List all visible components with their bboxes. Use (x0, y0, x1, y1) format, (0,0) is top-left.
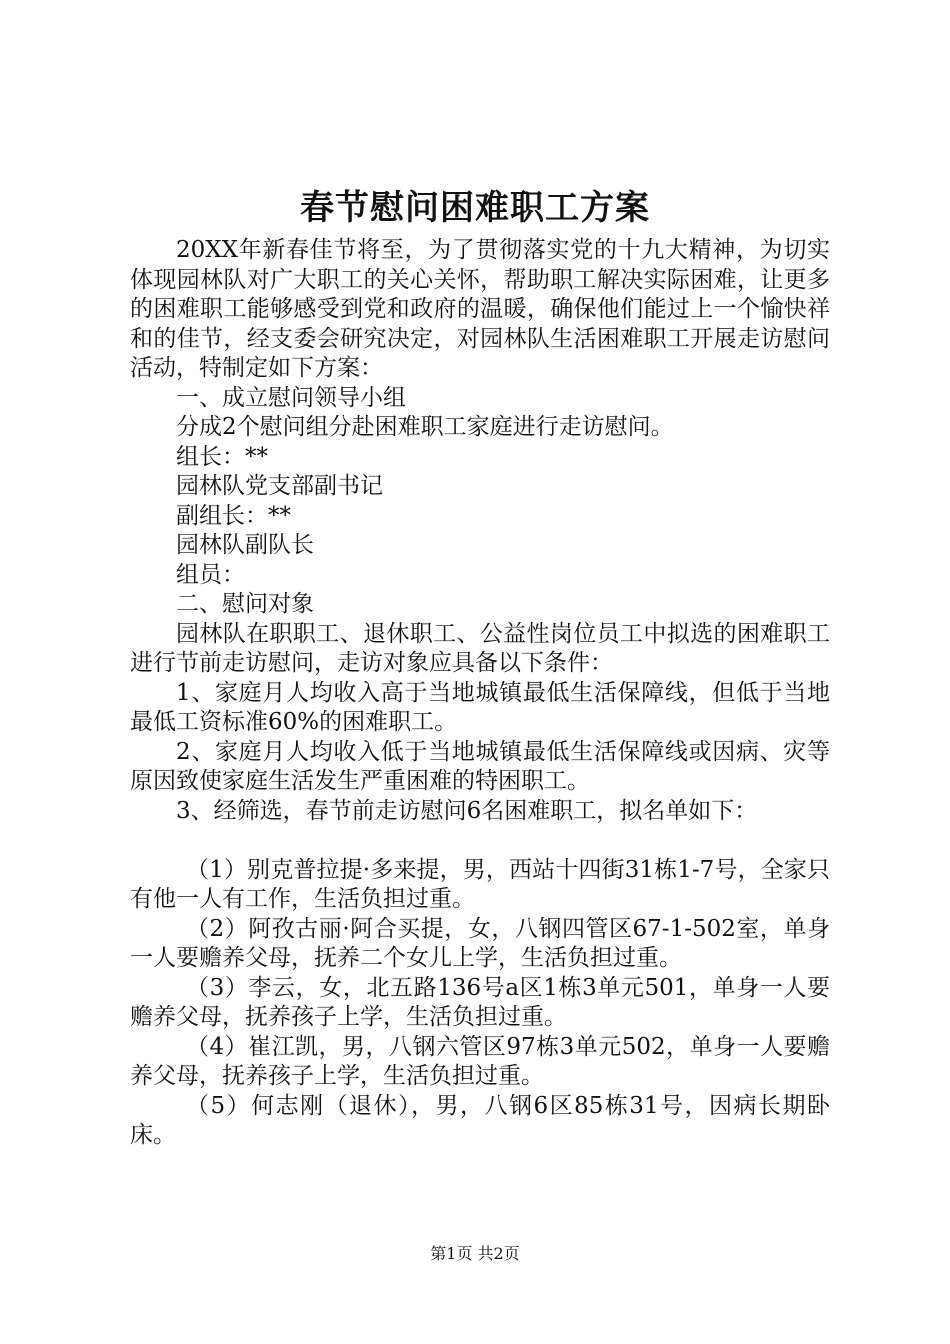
blank-line (130, 826, 830, 856)
section1-groups: 分成2个慰问组分赴困难职工家庭进行走访慰问。 (176, 414, 674, 440)
deputy-label: 副组长：** (176, 502, 291, 529)
leader-label: 组长：** (176, 443, 268, 470)
document-body (130, 236, 830, 1151)
condition-3: 3、经筛选，春节前走访慰问6名困难职工，拟名单如下： (176, 797, 758, 824)
deputy-title: 园林队副队长 (176, 532, 314, 558)
leader-title: 园林队党支部副书记 (176, 473, 383, 499)
list-item: （4）崔江凯，男，八钢六管区97栋3单元502，单身一人要赡养父母，抚养孩子上学，生活负担过重。 (130, 1033, 830, 1089)
members-label: 组员： (176, 561, 245, 588)
list-item: （1）别克普拉提·多来提，男，西站十四街31栋1-7号，全家只有他一人有工作，生活负担过重。 (130, 856, 830, 912)
list-item: （2）阿孜古丽·阿合买提，女，八钢四管区67-1-502室，单身一人要赡养父母，抚养二个女儿上学，生活负担过重。 (130, 915, 830, 971)
condition-1: 1、家庭月人均收入高于当地城镇最低生活保障线，但低于当地最低工资标准60%的困难职工。 (130, 679, 830, 735)
section2-intro: 园林队在职职工、退休职工、公益性岗位员工中拟选的困难职工进行节前走访慰问，走访对象应具备以下条件： (130, 620, 830, 676)
intro-paragraph: 20XX年新春佳节将至，为了贯彻落实党的十九大精神，为切实体现园林队对广大职工的关心关怀，帮助职工解决实际困难，让更多的困难职工能够感受到党和政府的温暖，确保他们能过上一个愉快祥和的佳节，经支委会研究决定，对园林队生活困难职工开展走访慰问活动，特制定如下方案： (130, 237, 830, 381)
condition-2: 2、家庭月人均收入低于当地城镇最低生活保障线或因病、灾等原因致使家庭生活发生严重困难的特困职工。 (130, 738, 830, 794)
section1-heading: 一、成立慰问领导小组 (176, 384, 406, 411)
page-number: 第1页 共2页 (430, 1244, 520, 1263)
section2-heading: 二、慰问对象 (176, 591, 314, 617)
list-item: （5）何志刚（退休），男，八钢6区85栋31号，因病长期卧床。 (130, 1092, 830, 1148)
list-item: （3）李云，女，北五路136号a区1栋3单元501，单身一人要赡养父母，抚养孩子上学，生活负担过重。 (130, 974, 830, 1030)
document-title: 春节慰问困难职工方案 (300, 188, 650, 228)
